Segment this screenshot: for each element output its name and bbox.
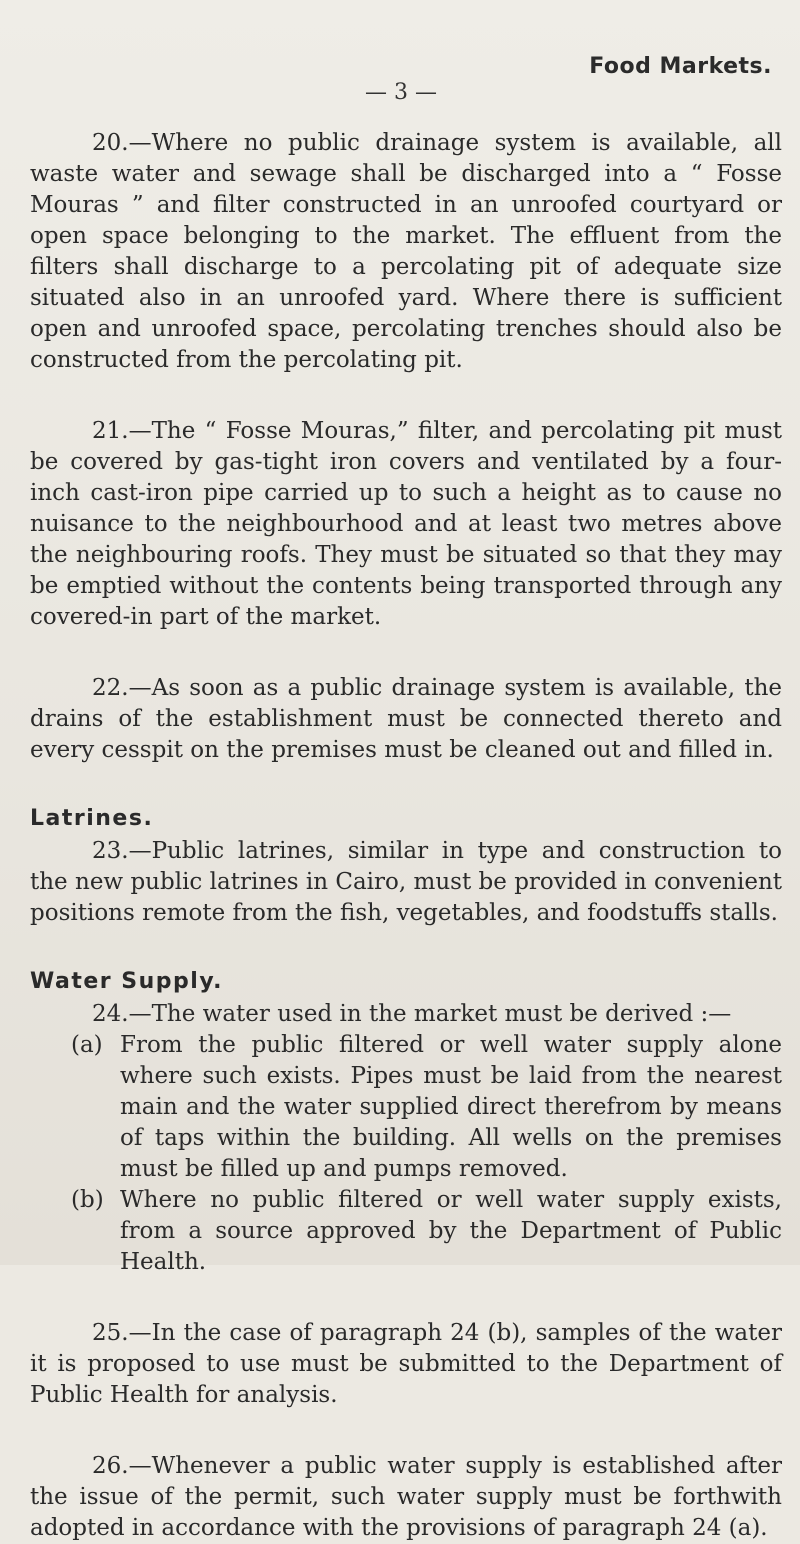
paragraph-20: 20.—Where no public drainage system is available, all waste water and sewage shall be discharged into a “ Fosse Mouras ” and filter constructed in an unroofed courtyard or open space belonging to the market. The effluent from the filters shall discharge to a percolating pit of adequate size situated also in an unroofed yard. Where there is sufficient open and unroofed space, percolating trenches should also be constructed from the percolating pit. bbox=[30, 130, 782, 373]
sub-item-text-b: Where no public filtered or well water supply exists, from a source approved by the Department of Public Health. bbox=[120, 1187, 782, 1275]
sub-item-text-a: From the public filtered or well water supply alone where such exists. Pipes must be laid from the nearest main and the water supplied direct therefrom by means of taps within the building. All wells on the premises must be filled up and pumps removed. bbox=[120, 1032, 782, 1182]
sub-item-label-a: (a) bbox=[71, 1032, 103, 1058]
paragraph-26: 26.—Whenever a public water supply is established after the issue of the permit, such water supply must be forthwith adopted in accordance with the provisions of paragraph 24 (a). bbox=[30, 1453, 782, 1541]
paragraph-24-a bbox=[71, 1030, 782, 1185]
sub-item-label-b: (b) bbox=[71, 1187, 104, 1213]
paragraph-22: 22.—As soon as a public drainage system is available, the drains of the establishment must be connected thereto and every cesspit on the premises must be cleaned out and filled in. bbox=[30, 675, 782, 763]
paragraph-21: 21.—The “ Fosse Mouras,” filter, and percolating pit must be covered by gas-tight iron covers and ventilated by a four-inch cast-iron pipe carried up to such a height as to cause no nuisance to the neighbourhood and at least two metres above the neighbouring roofs. They must be situated so that they may be emptied without the contents being transported through any covered-in part of the market. bbox=[30, 418, 782, 630]
section-heading-water-supply: Water Supply. bbox=[30, 969, 223, 994]
section-heading-latrines: Latrines. bbox=[30, 806, 154, 831]
running-head: Food Markets. bbox=[589, 54, 772, 79]
paragraph-25: 25.—In the case of paragraph 24 (b), samples of the water it is proposed to use must be submitted to the Department of Public Health for analysis. bbox=[30, 1320, 782, 1408]
document-body bbox=[30, 128, 782, 1544]
page-number: — 3 — bbox=[365, 80, 437, 105]
paragraph-24-b bbox=[71, 1185, 782, 1278]
paragraph-23: 23.—Public latrines, similar in type and construction to the new public latrines in Cairo, must be provided in convenient positions remote from the fish, vegetables, and foodstuffs stalls. bbox=[30, 838, 782, 926]
paragraph-24: 24.—The water used in the market must be derived :— bbox=[92, 1001, 732, 1027]
